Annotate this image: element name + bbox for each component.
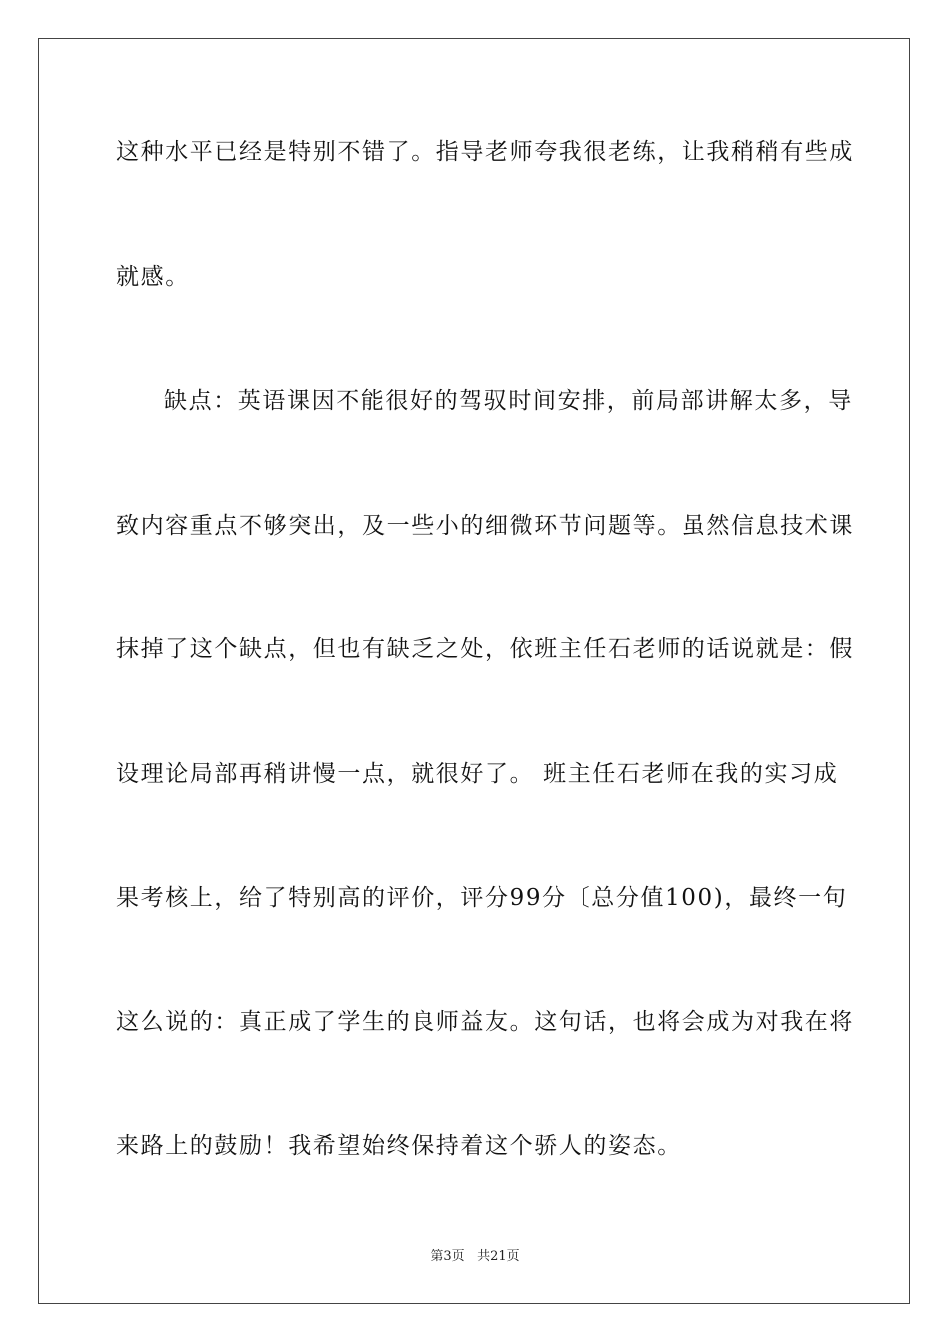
body-text-line-2: 就感。 [116,264,190,290]
page-number-current: 第3页 [430,1249,465,1264]
page-number-total: 共21页 [477,1249,520,1264]
body-text-line-9: 来路上的鼓励！我希望始终保持着这个骄人的姿态。 [116,1133,682,1159]
body-text-line-4: 致内容重点不够突出，及一些小的细微环节问题等。虽然信息技术课 [116,513,854,539]
body-text-line-6: 设理论局部再稍讲慢一点，就很好了。 班主任石老师在我的实习成 [116,761,839,787]
body-text-line-3: 缺点：英语课因不能很好的驾驭时间安排，前局部讲解太多，导 [164,388,853,414]
page-border [38,38,910,1304]
body-text-line-1: 这种水平已经是特别不错了。指导老师夸我很老练，让我稍稍有些成 [116,139,854,165]
page-footer [0,1249,950,1265]
body-text-line-7: 果考核上，给了特别高的评价，评分99分〔总分值100)，最终一句 [116,885,848,911]
body-text-line-5: 抹掉了这个缺点，但也有缺乏之处，依班主任石老师的话说就是：假 [116,636,854,662]
body-text-line-8: 这么说的：真正成了学生的良师益友。这句话，也将会成为对我在将 [116,1009,854,1035]
